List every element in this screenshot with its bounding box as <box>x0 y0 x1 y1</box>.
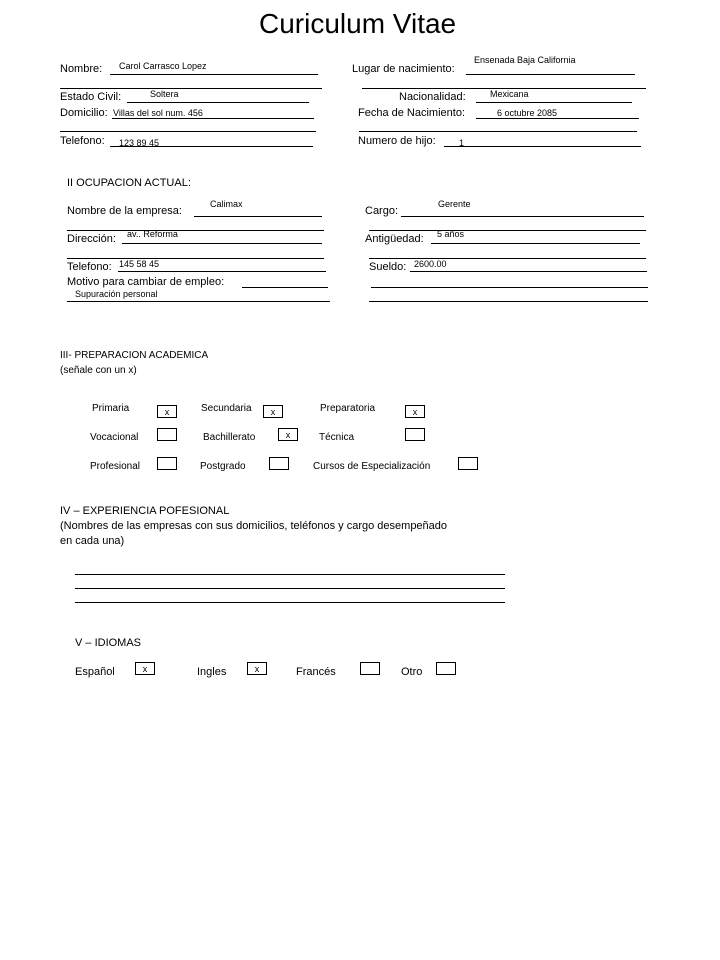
telefono-value: 123 89 45 <box>119 138 160 148</box>
postgrado-label: Postgrado <box>200 461 246 472</box>
profesional-checkbox[interactable] <box>157 457 177 470</box>
blank-line <box>67 230 324 231</box>
nombre-label: Nombre: <box>60 63 103 75</box>
postgrado-checkbox[interactable] <box>269 457 289 470</box>
nacionalidad-value: Mexicana <box>490 89 529 99</box>
tecnica-checkbox[interactable] <box>405 428 425 441</box>
primaria-checkbox[interactable]: x <box>157 405 177 418</box>
empresa-line <box>194 216 322 217</box>
empresa-label: Nombre de la empresa: <box>67 205 182 217</box>
estado-civil-line <box>127 102 309 103</box>
blank-line <box>60 131 316 132</box>
domicilio-label: Domicilio: <box>60 107 108 119</box>
direccion-line <box>122 243 322 244</box>
fecha-nacimiento-label: Fecha de Nacimiento: <box>358 107 465 119</box>
sueldo-label: Sueldo: <box>369 261 407 273</box>
secundaria-checkbox[interactable]: x <box>263 405 283 418</box>
preparatoria-checkbox[interactable]: x <box>405 405 425 418</box>
nombre-value: Carol Carrasco Lopez <box>119 61 207 71</box>
blank-line <box>369 230 646 231</box>
fecha-nacimiento-line <box>476 118 639 119</box>
blank-line <box>369 258 646 259</box>
experiencia-line-1 <box>75 574 505 575</box>
motivo-line <box>242 287 328 288</box>
experiencia-line-3 <box>75 602 505 603</box>
motivo-line-2 <box>67 301 330 302</box>
direccion-label: Dirección: <box>67 233 116 245</box>
academica-heading: III- PREPARACION ACADEMICA <box>60 350 209 361</box>
cargo-value: Gerente <box>438 199 471 209</box>
estado-civil-value: Soltera <box>150 89 179 99</box>
blank-line <box>67 258 324 259</box>
vocacional-checkbox[interactable] <box>157 428 177 441</box>
nombre-line <box>110 74 318 75</box>
experiencia-note-1: (Nombres de las empresas con sus domicilios, teléfonos y cargo desempeñado <box>60 520 448 532</box>
motivo-label: Motivo para cambiar de empleo: <box>67 276 225 288</box>
profesional-label: Profesional <box>90 461 141 472</box>
telefono-line <box>110 146 313 147</box>
blank-line <box>371 287 648 288</box>
cargo-label: Cargo: <box>365 205 399 217</box>
ocupacion-telefono-label: Telefono: <box>67 261 112 273</box>
experiencia-note-2: en cada una) <box>60 535 125 547</box>
cursos-label: Cursos de Especialización <box>313 461 431 472</box>
otro-label: Otro <box>401 666 423 678</box>
page-title: Curiculum Vitae <box>259 8 457 39</box>
domicilio-line <box>112 118 314 119</box>
experiencia-heading: IV – EXPERIENCIA POFESIONAL <box>60 505 230 517</box>
ingles-checkbox[interactable]: x <box>247 662 267 675</box>
primaria-label: Primaria <box>92 403 130 414</box>
lugar-label: Lugar de nacimiento: <box>352 63 455 75</box>
sueldo-line <box>410 271 647 272</box>
antiguedad-value: 5 años <box>437 229 465 239</box>
espanol-checkbox[interactable]: x <box>135 662 155 675</box>
direccion-value: av.. Reforma <box>127 229 178 239</box>
cursos-checkbox[interactable] <box>458 457 478 470</box>
espanol-label: Español <box>75 666 115 678</box>
bachillerato-checkbox[interactable]: x <box>278 428 298 441</box>
ingles-label: Ingles <box>197 666 227 678</box>
lugar-value: Ensenada Baja California <box>474 55 576 65</box>
lugar-line <box>466 74 635 75</box>
antiguedad-label: Antigüedad: <box>365 233 424 245</box>
experiencia-line-2 <box>75 588 505 589</box>
tecnica-label: Técnica <box>319 432 355 443</box>
otro-checkbox[interactable] <box>436 662 456 675</box>
estado-civil-label: Estado Civil: <box>60 91 122 103</box>
blank-line <box>60 88 322 89</box>
hijos-line <box>444 146 641 147</box>
sueldo-value: 2600.00 <box>414 259 447 269</box>
antiguedad-line <box>431 243 640 244</box>
hijos-label: Numero de hijo: <box>358 135 436 147</box>
frances-label: Francés <box>296 666 336 678</box>
ocupacion-telefono-value: 145 58 45 <box>119 259 160 269</box>
cargo-line <box>401 216 644 217</box>
nacionalidad-label: Nacionalidad: <box>399 91 466 103</box>
ocupacion-telefono-line <box>118 271 326 272</box>
blank-line <box>359 131 637 132</box>
empresa-value: Calimax <box>210 199 243 209</box>
idiomas-heading: V – IDIOMAS <box>75 637 142 649</box>
preparatoria-label: Preparatoria <box>320 403 376 414</box>
bachillerato-label: Bachillerato <box>203 432 256 443</box>
fecha-nacimiento-value: 6 octubre 2085 <box>497 108 558 118</box>
ocupacion-heading: II OCUPACION ACTUAL: <box>67 177 191 189</box>
academica-subheading: (señale con un x) <box>60 365 137 376</box>
frances-checkbox[interactable] <box>360 662 380 675</box>
hijos-value: 1 <box>459 138 465 148</box>
domicilio-value: Villas del sol num. 456 <box>113 108 203 118</box>
secundaria-label: Secundaria <box>201 403 252 414</box>
blank-line <box>369 301 648 302</box>
nacionalidad-line <box>476 102 632 103</box>
motivo-value: Supuración personal <box>75 289 158 299</box>
vocacional-label: Vocacional <box>90 432 139 443</box>
telefono-label: Telefono: <box>60 135 105 147</box>
